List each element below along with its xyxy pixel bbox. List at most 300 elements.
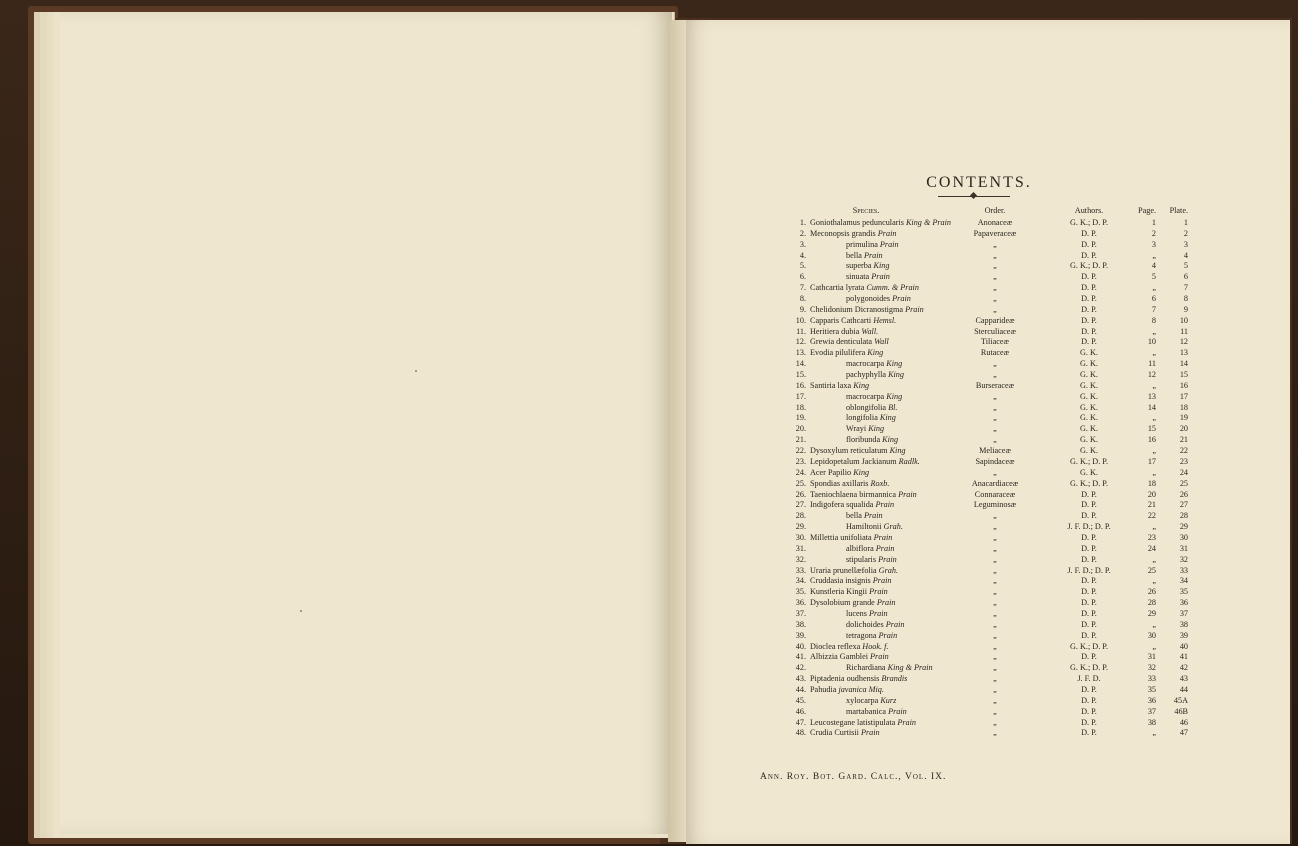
row-number: 11. [796, 326, 806, 336]
table-row [686, 489, 1290, 500]
plate-cell: 38 [1179, 619, 1188, 629]
order-cell: „ [993, 283, 997, 293]
species-authority: Prain [863, 250, 883, 260]
order-cell: „ [993, 684, 997, 694]
page-cell: 21 [1147, 500, 1156, 510]
species-text: longifolia [846, 413, 880, 423]
authors-cell: D. P. [1081, 326, 1097, 336]
species-name [846, 369, 904, 380]
species-text: albiflora [846, 543, 876, 553]
species-authority: Kurz [880, 695, 897, 705]
page-cell: 17 [1147, 456, 1156, 466]
row-number: 25. [795, 478, 806, 488]
species-authority: Bl. [888, 402, 898, 412]
species-text: floribunda [846, 435, 883, 445]
order-cell: „ [993, 663, 997, 673]
table-row [686, 391, 1290, 402]
plate-cell: 33 [1179, 565, 1188, 575]
plate-cell: 7 [1183, 283, 1188, 293]
authors-cell: G. K. [1080, 391, 1098, 401]
row-number: 9. [799, 304, 806, 314]
table-row [686, 717, 1290, 728]
species-name [810, 282, 919, 293]
table-row [686, 250, 1290, 261]
row-number: 29. [795, 522, 806, 532]
plate-cell: 6 [1183, 272, 1188, 282]
species-text: stipularis [846, 554, 879, 564]
plate-cell: 1 [1183, 218, 1188, 227]
row-number: 44. [795, 684, 806, 694]
species-text: Acer Papilio [810, 467, 854, 477]
table-row [686, 510, 1290, 521]
plate-cell: 37 [1179, 608, 1188, 618]
order-cell: Sapindaceæ [975, 456, 1015, 466]
species-name [810, 717, 916, 728]
page-cell: „ [1152, 728, 1156, 738]
species-name [810, 456, 920, 467]
table-row [686, 706, 1290, 717]
plate-cell: 35 [1179, 587, 1188, 597]
species-text: Richardiana [846, 663, 888, 673]
page-cell: 10 [1147, 337, 1156, 347]
table-row [686, 315, 1290, 326]
plate-cell: 47 [1179, 728, 1188, 738]
row-number: 30. [795, 532, 806, 542]
species-authority: King [853, 380, 870, 390]
authors-cell: J. F. D. [1077, 674, 1101, 684]
order-cell: „ [993, 467, 997, 477]
plate-cell: 18 [1179, 402, 1188, 412]
row-number: 23. [795, 456, 806, 466]
table-row [686, 575, 1290, 586]
species-text: Taeniochlaena birmannica [810, 489, 899, 499]
authors-cell: G. K.; D. P. [1070, 261, 1108, 271]
species-text: oblongifolia [846, 402, 889, 412]
authors-cell: D. P. [1081, 283, 1097, 293]
species-authority: Hook. f. [862, 641, 889, 651]
table-row [686, 423, 1290, 434]
order-cell: Connaraceæ [974, 489, 1016, 499]
row-number: 45. [795, 695, 806, 705]
authors-cell: D. P. [1081, 272, 1097, 282]
species-authority: King [879, 413, 896, 423]
row-number: 32. [795, 554, 806, 564]
table-row [686, 445, 1290, 456]
order-cell: „ [993, 511, 997, 521]
page-cell: 1 [1151, 218, 1156, 227]
page-cell: „ [1152, 576, 1156, 586]
authors-cell: G. K. [1080, 380, 1098, 390]
row-number: 17. [795, 391, 806, 401]
species-name [846, 630, 897, 641]
table-row [686, 651, 1290, 662]
page-cell: „ [1152, 348, 1156, 358]
species-authority: King [853, 467, 870, 477]
row-number: 35. [795, 587, 806, 597]
title-ornament [970, 192, 977, 199]
authors-cell: G. K. [1080, 359, 1098, 369]
species-name [810, 489, 917, 500]
species-text: bella [846, 511, 864, 521]
species-text: Meconopsis grandis [810, 228, 878, 238]
order-cell: Tiliaceæ [981, 337, 1009, 347]
species-name [846, 423, 884, 434]
authors-cell: J. F. D.; D. P. [1067, 565, 1111, 575]
species-name [846, 510, 883, 521]
row-number: 41. [795, 652, 806, 662]
table-row [686, 586, 1290, 597]
authors-cell: G. K. [1080, 424, 1098, 434]
table-row [686, 673, 1290, 684]
plate-cell: 15 [1179, 370, 1188, 380]
species-authority: King & Prain [887, 663, 933, 673]
blank-left-page [60, 12, 672, 834]
species-authority: Prain [888, 706, 907, 716]
species-authority: King [889, 446, 906, 456]
authors-cell: D. P. [1081, 576, 1097, 586]
authors-cell: G. K. [1080, 446, 1098, 456]
authors-cell: D. P. [1081, 717, 1097, 727]
authors-cell: D. P. [1081, 684, 1097, 694]
page-cell: 8 [1151, 315, 1156, 325]
row-number: 22. [795, 446, 806, 456]
row-number: 6. [799, 272, 806, 282]
table-row [686, 565, 1290, 576]
species-authority: Brandis [881, 674, 908, 684]
order-cell: „ [993, 250, 997, 260]
authors-cell: D. P. [1081, 728, 1097, 738]
page-cell: 25 [1147, 565, 1156, 575]
page-cell: 35 [1147, 684, 1156, 694]
order-cell: Anonaceæ [977, 218, 1013, 227]
table-row [686, 499, 1290, 510]
page-cell: „ [1152, 619, 1156, 629]
species-authority: Prain [871, 272, 890, 282]
plate-cell: 34 [1179, 576, 1188, 586]
species-name [810, 336, 889, 347]
page-cell: 28 [1147, 598, 1156, 608]
header-species: Species. [852, 206, 880, 215]
species-text: Spondias axillaris [810, 478, 871, 488]
order-cell: „ [993, 728, 997, 738]
page-cell: 18 [1147, 478, 1156, 488]
authors-cell: G. K. [1080, 467, 1098, 477]
header-page: Page. [1138, 206, 1156, 215]
order-cell: „ [993, 413, 997, 423]
species-name [810, 217, 951, 228]
authors-cell: D. P. [1081, 500, 1097, 510]
order-cell: „ [993, 261, 997, 271]
order-cell: „ [993, 532, 997, 542]
authors-cell: D. P. [1081, 294, 1097, 304]
species-authority: Prain [870, 652, 889, 662]
authors-cell: D. P. [1081, 228, 1097, 238]
order-cell: Capparideæ [975, 315, 1015, 325]
page-cell: 31 [1147, 652, 1156, 662]
species-authority: Prain [873, 532, 893, 542]
table-row [686, 228, 1290, 239]
page-cell: 29 [1147, 608, 1156, 618]
row-number: 40. [795, 641, 806, 651]
page-cell: 16 [1147, 435, 1156, 445]
species-text: Cruddasia insignis [810, 576, 873, 586]
table-row [686, 402, 1290, 413]
page-cell: 26 [1147, 587, 1156, 597]
row-number: 34. [795, 576, 806, 586]
species-text: sinuata [846, 272, 872, 282]
paper-speck [415, 370, 417, 372]
table-row [686, 282, 1290, 293]
species-text: Cathcartia lyrata [810, 283, 867, 293]
species-name [846, 543, 894, 554]
page-cell: 3 [1151, 239, 1156, 249]
order-cell: „ [993, 402, 997, 412]
plate-cell: 46 [1179, 717, 1188, 727]
plate-cell: 25 [1179, 478, 1188, 488]
row-number: 39. [795, 630, 806, 640]
plate-cell: 24 [1179, 467, 1188, 477]
species-authority: Wall. [861, 326, 879, 336]
species-text: pachyphylla [846, 370, 889, 380]
page-cell: „ [1152, 554, 1156, 564]
species-authority: Grah. [878, 565, 899, 575]
row-number: 18. [795, 402, 806, 412]
species-name [846, 402, 897, 413]
species-text: martabanica [846, 706, 889, 716]
species-text: Dioclea reflexa [810, 641, 863, 651]
header-plate: Plate. [1169, 206, 1188, 215]
species-text: dolichoides [846, 619, 886, 629]
species-authority: King [867, 348, 884, 358]
species-authority: Prain [885, 619, 905, 629]
row-number: 38. [795, 619, 806, 629]
row-number: 46. [795, 706, 806, 716]
plate-cell: 3 [1183, 239, 1188, 249]
row-number: 5. [799, 261, 806, 271]
authors-cell: D. P. [1081, 337, 1097, 347]
species-name [846, 554, 897, 565]
species-name [846, 608, 888, 619]
row-number: 12. [795, 337, 806, 347]
row-number: 37. [795, 608, 806, 618]
species-name [846, 358, 902, 369]
order-cell: „ [993, 272, 997, 282]
order-cell: Burseraceæ [975, 380, 1015, 390]
species-name [810, 586, 888, 597]
plate-cell: 22 [1179, 446, 1188, 456]
order-cell: „ [993, 608, 997, 618]
row-number: 28. [795, 511, 806, 521]
species-text: Uraria prunellæfolia [810, 565, 879, 575]
species-name [846, 260, 889, 271]
table-row [686, 630, 1290, 641]
species-name [846, 695, 896, 706]
species-text: Pahudia [810, 684, 839, 694]
table-row [686, 434, 1290, 445]
authors-cell: D. P. [1081, 695, 1097, 705]
order-cell: „ [993, 641, 997, 651]
species-authority: Wall [874, 337, 889, 347]
order-cell: „ [993, 706, 997, 716]
plate-cell: 28 [1179, 511, 1188, 521]
authors-cell: D. P. [1081, 587, 1097, 597]
species-authority: Prain [872, 576, 892, 586]
table-row [686, 619, 1290, 630]
table-row [686, 521, 1290, 532]
table-row [686, 326, 1290, 337]
plate-cell: 40 [1179, 641, 1188, 651]
authors-cell: D. P. [1081, 706, 1097, 716]
plate-cell: 32 [1179, 554, 1188, 564]
species-authority: Prain [905, 304, 924, 314]
row-number: 7. [799, 283, 806, 293]
species-name [810, 445, 906, 456]
species-name [846, 662, 933, 673]
table-row [686, 380, 1290, 391]
species-name [810, 641, 888, 652]
row-number: 48. [795, 728, 806, 738]
order-cell: „ [993, 391, 997, 401]
species-text: Grewia denticulata [810, 337, 875, 347]
page-cell: „ [1152, 380, 1156, 390]
page-cell: „ [1152, 413, 1156, 423]
plate-cell: 2 [1183, 228, 1188, 238]
species-authority: King [868, 424, 885, 434]
species-authority: Prain [879, 239, 899, 249]
species-authority: King [873, 261, 890, 271]
table-row [686, 695, 1290, 706]
page-cell: 30 [1147, 630, 1156, 640]
row-number: 15. [795, 370, 806, 380]
order-cell: Leguminosæ [973, 500, 1017, 510]
page-cell: „ [1152, 326, 1156, 336]
species-name [810, 347, 883, 358]
row-number: 47. [795, 717, 806, 727]
species-name [810, 380, 869, 391]
species-authority: King & Prain [905, 218, 952, 227]
authors-cell: D. P. [1081, 543, 1097, 553]
authors-cell: D. P. [1081, 532, 1097, 542]
species-authority: Cumm. & Prain [866, 283, 919, 293]
page-cell: 11 [1148, 359, 1156, 369]
plate-cell: 26 [1179, 489, 1188, 499]
table-row [686, 358, 1290, 369]
species-text: Santiria laxa [810, 380, 854, 390]
species-name [810, 326, 878, 337]
order-cell: Anacardiaceæ [971, 478, 1019, 488]
species-authority: Prain [868, 608, 888, 618]
plate-cell: 27 [1179, 500, 1188, 510]
table-row [686, 336, 1290, 347]
species-authority: King [886, 359, 903, 369]
order-cell: „ [993, 543, 997, 553]
table-row [686, 597, 1290, 608]
plate-cell: 30 [1179, 532, 1188, 542]
order-cell: „ [993, 554, 997, 564]
header-order: Order. [984, 206, 1006, 215]
species-name [810, 304, 924, 315]
authors-cell: G. K. [1080, 370, 1098, 380]
species-text: Kunstleria Kingii [810, 587, 870, 597]
species-authority: King [888, 370, 904, 380]
species-text: Chelidonium Dicranostigma [810, 304, 906, 314]
species-text: Dysoxylum reticulatum [810, 446, 890, 456]
species-name [810, 673, 907, 684]
species-name [810, 727, 880, 738]
page-cell: 24 [1147, 543, 1156, 553]
order-cell: „ [993, 619, 997, 629]
authors-cell: D. P. [1081, 304, 1097, 314]
page-cell: 6 [1151, 294, 1156, 304]
species-name [810, 565, 898, 576]
plate-cell: 29 [1179, 522, 1188, 532]
species-name [810, 499, 894, 510]
plate-cell: 44 [1179, 684, 1188, 694]
page-cell: 23 [1147, 532, 1156, 542]
order-cell: „ [993, 695, 997, 705]
row-number: 27. [795, 500, 806, 510]
table-row [686, 478, 1290, 489]
authors-cell: D. P. [1081, 250, 1097, 260]
species-authority: Prain [875, 543, 895, 553]
authors-cell: G. K. [1080, 435, 1098, 445]
authors-cell: D. P. [1081, 511, 1097, 521]
page-cell: 37 [1147, 706, 1156, 716]
page-cell: „ [1152, 283, 1156, 293]
row-number: 10. [795, 315, 806, 325]
order-cell: „ [993, 587, 997, 597]
order-cell: Meliaceæ [979, 446, 1011, 456]
table-row [686, 684, 1290, 695]
plate-cell: 16 [1179, 380, 1188, 390]
order-cell: „ [993, 576, 997, 586]
species-name [846, 619, 904, 630]
species-text: primulina [846, 239, 880, 249]
row-number: 26. [795, 489, 806, 499]
authors-cell: J. F. D.; D. P. [1067, 522, 1111, 532]
row-number: 4. [799, 250, 806, 260]
plate-cell: 17 [1179, 391, 1188, 401]
page-title: CONTENTS. [926, 174, 1032, 191]
species-name [810, 315, 896, 326]
authors-cell: G. K.; D. P. [1070, 641, 1108, 651]
species-text: Heritiera dubia [810, 326, 862, 336]
species-text: Leucostegane latistipulata [810, 717, 898, 727]
plate-cell: 45A [1173, 695, 1188, 705]
species-text: lucens [846, 608, 869, 618]
table-row [686, 662, 1290, 673]
row-number: 21. [795, 435, 806, 445]
species-authority: Prain [878, 554, 897, 564]
species-text: Wrayi [846, 424, 869, 434]
row-number: 2. [799, 228, 806, 238]
species-name [810, 532, 892, 543]
page-cell: 12 [1147, 370, 1156, 380]
page-cell: 38 [1147, 717, 1156, 727]
species-text: Hamiltonii [846, 522, 884, 532]
row-number: 33. [795, 565, 806, 575]
row-number: 8. [799, 294, 806, 304]
species-authority: Prain [898, 489, 917, 499]
plate-cell: 19 [1179, 413, 1188, 423]
species-name [846, 391, 902, 402]
page-cell: 5 [1151, 272, 1156, 282]
row-number: 43. [795, 674, 806, 684]
page-cell: „ [1152, 250, 1156, 260]
species-authority: King [886, 391, 903, 401]
plate-cell: 13 [1179, 348, 1188, 358]
species-name [810, 467, 869, 478]
